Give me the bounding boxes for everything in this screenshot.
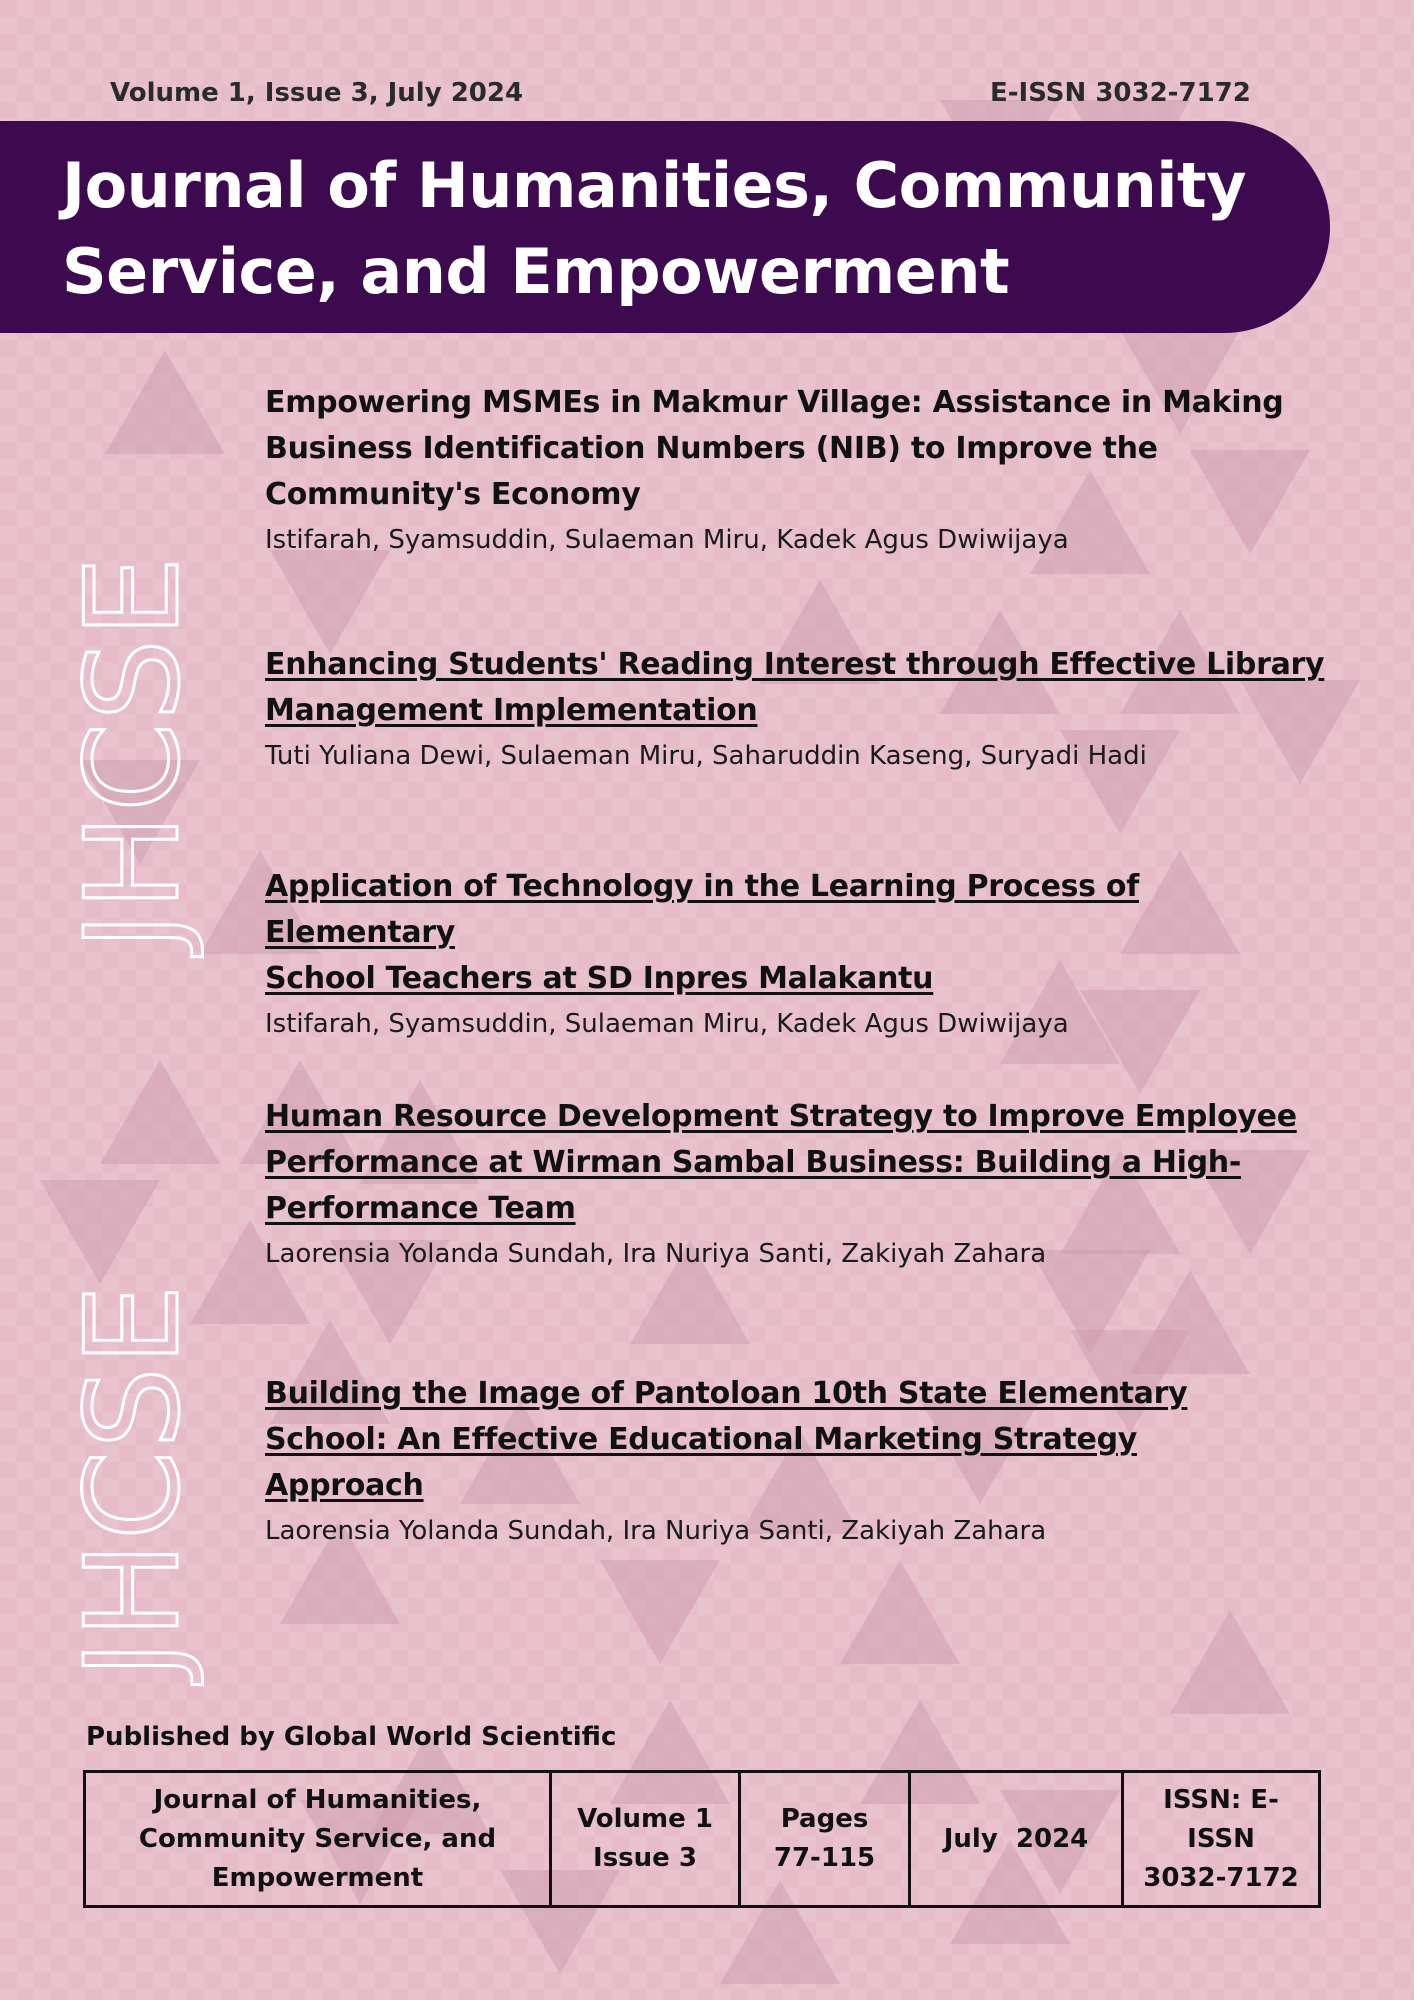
background-triangle (40, 1180, 160, 1284)
article-title-link[interactable] (265, 1094, 1335, 1232)
article-title-line: Approach (265, 1468, 424, 1503)
issn-cell (1124, 1773, 1318, 1905)
pages-cell (741, 1773, 911, 1905)
article-authors: Istifarah, Syamsuddin, Sulaeman Miru, Kadek Agus Dwiwijaya (265, 1009, 1069, 1039)
article-title-line: Business Identification Numbers (NIB) to Improve the (265, 431, 1158, 466)
article-title-line: School: An Effective Educational Marketing Strategy (265, 1422, 1138, 1457)
article-item (265, 1094, 1335, 1274)
article-title[interactable] (265, 380, 1335, 518)
date-cell (911, 1773, 1124, 1905)
article-title-line: Enhancing Students' Reading Interest through Effective Library (265, 647, 1325, 682)
background-triangle (270, 550, 390, 654)
date-value: July 2024 (943, 1823, 1089, 1854)
article-item (265, 642, 1335, 776)
article-authors: Laorensia Yolanda Sundah, Ira Nuriya Santi, Zakiyah Zahara (265, 1516, 1047, 1546)
journal-name-line: Journal of Humanities, (153, 1784, 482, 1815)
background-triangle (600, 1560, 720, 1664)
article-title-link[interactable] (265, 642, 1335, 734)
article-item (265, 864, 1335, 1044)
issn-label: ISSN: E-ISSN (1163, 1784, 1279, 1854)
article-title-line: Human Resource Development Strategy to Improve Employee (265, 1099, 1297, 1134)
vertical-logo-lower: JHCSE (59, 1282, 208, 1678)
issue-info: Volume 1, Issue 3, July 2024 (110, 78, 524, 108)
eissn-label: E-ISSN 3032-7172 (990, 78, 1251, 108)
article-title-line: Application of Technology in the Learning Process of Elementary (265, 869, 1139, 950)
background-triangle (100, 1060, 220, 1164)
pages-range: 77-115 (773, 1843, 876, 1873)
journal-title (62, 143, 1262, 315)
article-title-line: Building the Image of Pantoloan 10th State Elementary (265, 1376, 1188, 1411)
article-title-line: Performance Team (265, 1191, 576, 1226)
volume-line: Volume 1 (577, 1804, 713, 1834)
article-authors: Istifarah, Syamsuddin, Sulaeman Miru, Kadek Agus Dwiwijaya (265, 525, 1069, 555)
article-item (265, 1371, 1335, 1551)
background-triangle (1170, 1610, 1290, 1714)
article-title-line: Empowering MSMEs in Makmur Village: Assistance in Making (265, 385, 1284, 420)
article-title-link[interactable] (265, 864, 1335, 1002)
vertical-logo-upper: JHCSE (59, 554, 208, 950)
background-triangle (105, 350, 225, 454)
pages-label: Pages (780, 1804, 869, 1834)
issn-number: 3032-7172 (1143, 1862, 1299, 1893)
article-authors: Laorensia Yolanda Sundah, Ira Nuriya Santi, Zakiyah Zahara (265, 1239, 1047, 1269)
journal-title-line-2: Service, and Empowerment (62, 235, 1010, 308)
background-triangle (840, 1560, 960, 1664)
article-title-line: Performance at Wirman Sambal Business: Building a High- (265, 1145, 1241, 1180)
journal-name-line: Empowerment (211, 1862, 424, 1893)
article-item (265, 380, 1335, 560)
title-banner (0, 121, 1330, 333)
issue-line: Issue 3 (593, 1843, 697, 1873)
journal-title-line-1: Journal of Humanities, Community (62, 149, 1247, 222)
article-title-line: Management Implementation (265, 693, 758, 728)
article-title-line: Community's Economy (265, 477, 641, 512)
journal-name-line: Community Service, and (138, 1823, 497, 1854)
volume-cell (552, 1773, 741, 1905)
publisher-label: Published by Global World Scientific (86, 1722, 617, 1752)
journal-info-table (83, 1770, 1321, 1908)
journal-name-cell (86, 1773, 552, 1905)
article-title-link[interactable] (265, 1371, 1335, 1509)
article-title-line: School Teachers at SD Inpres Malakantu (265, 961, 934, 996)
article-authors: Tuti Yuliana Dewi, Sulaeman Miru, Saharuddin Kaseng, Suryadi Hadi (265, 741, 1147, 771)
